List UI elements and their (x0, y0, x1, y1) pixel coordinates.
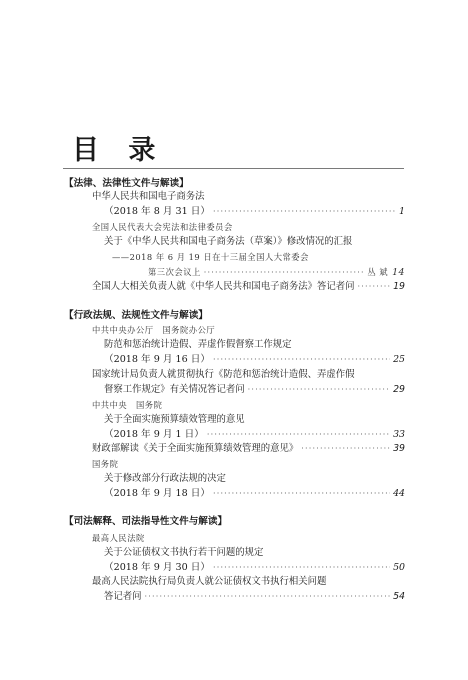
page-number: 54 (393, 591, 405, 602)
toc-entry-dated[interactable] (148, 264, 405, 280)
entry-title: 答记者问 (104, 591, 142, 602)
toc-entry-dated[interactable] (104, 204, 405, 220)
toc-entry[interactable] (104, 589, 405, 605)
entry-date: （2018 年 9 月 1 日） (104, 429, 204, 440)
toc-entry-dated[interactable] (104, 352, 405, 368)
page-number: 14 (392, 267, 405, 278)
page-number: 29 (393, 384, 405, 395)
section-header-admin: 【行政法规、法规性文件与解读】 (64, 310, 208, 321)
entry-subtitle: ——2018 年 6 月 19 日在十三届全国人大常委会 (112, 252, 309, 262)
section-header-law: 【法律、法律性文件与解读】 (64, 178, 189, 189)
dot-leader (145, 589, 391, 605)
page-number: 44 (393, 488, 405, 499)
entry-date: （2018 年 9 月 30 日） (104, 562, 210, 573)
issuing-organ: 中共中央 国务院 (92, 400, 163, 410)
page-number: 25 (393, 354, 405, 365)
issuing-organ: 全国人民代表大会宪法和法律委员会 (92, 222, 233, 232)
dot-leader (358, 279, 391, 295)
page-title: 目 录 (72, 135, 166, 166)
toc-entry-title: 关于修改部分行政法规的决定 (104, 473, 226, 484)
toc-entry-title: 最高人民法院执行局负责人就公证债权文书执行相关问题 (92, 576, 327, 587)
author-name: 丛 斌 (367, 267, 389, 277)
toc-entry-title: 防范和惩治统计造假、弄虚作假督察工作规定 (104, 339, 292, 350)
dot-leader (301, 441, 390, 457)
dot-leader (213, 486, 390, 502)
dot-leader (213, 204, 396, 220)
entry-subtitle: 第三次会议上 (148, 267, 201, 277)
entry-title: 全国人大相关负责人就《中华人民共和国电子商务法》答记者问 (92, 281, 355, 292)
issuing-organ: 最高人民法院 (92, 533, 145, 543)
page-number: 39 (393, 443, 405, 454)
toc-entry[interactable] (104, 382, 405, 398)
toc-entry-title: 国家统计局负责人就贯彻执行《防范和惩治统计造假、弄虚作假 (92, 369, 355, 380)
toc-entry-title: 关于《中华人民共和国电子商务法（草案）》修改情况的汇报 (104, 236, 353, 247)
title-divider (63, 168, 404, 169)
page-number: 50 (393, 562, 405, 573)
entry-title: 督察工作规定》有关情况答记者问 (104, 384, 245, 395)
dot-leader (248, 382, 390, 398)
entry-date: （2018 年 9 月 16 日） (104, 354, 210, 365)
dot-leader (213, 352, 390, 368)
page-number: 1 (399, 206, 405, 217)
toc-entry[interactable] (92, 441, 405, 457)
entry-title: 财政部解读《关于全面实施预算绩效管理的意见》 (92, 443, 299, 454)
toc-entry-dated[interactable] (104, 486, 405, 502)
entry-date: （2018 年 8 月 31 日） (104, 206, 210, 217)
issuing-organ: 中共中央办公厅 国务院办公厅 (92, 325, 216, 335)
issuing-organ: 国务院 (92, 459, 119, 469)
page-number: 19 (393, 281, 405, 292)
toc-entry[interactable] (92, 279, 405, 295)
entry-date: （2018 年 9 月 18 日） (104, 488, 210, 499)
toc-entry-title: 关于公证债权文书执行若干问题的规定 (104, 547, 264, 558)
section-header-judicial: 【司法解释、司法指导性文件与解读】 (64, 516, 228, 527)
page-number: 33 (393, 429, 405, 440)
toc-entry-title: 关于全面实施预算绩效管理的意见 (104, 414, 245, 425)
toc-entry-title: 中华人民共和国电子商务法 (92, 191, 205, 202)
